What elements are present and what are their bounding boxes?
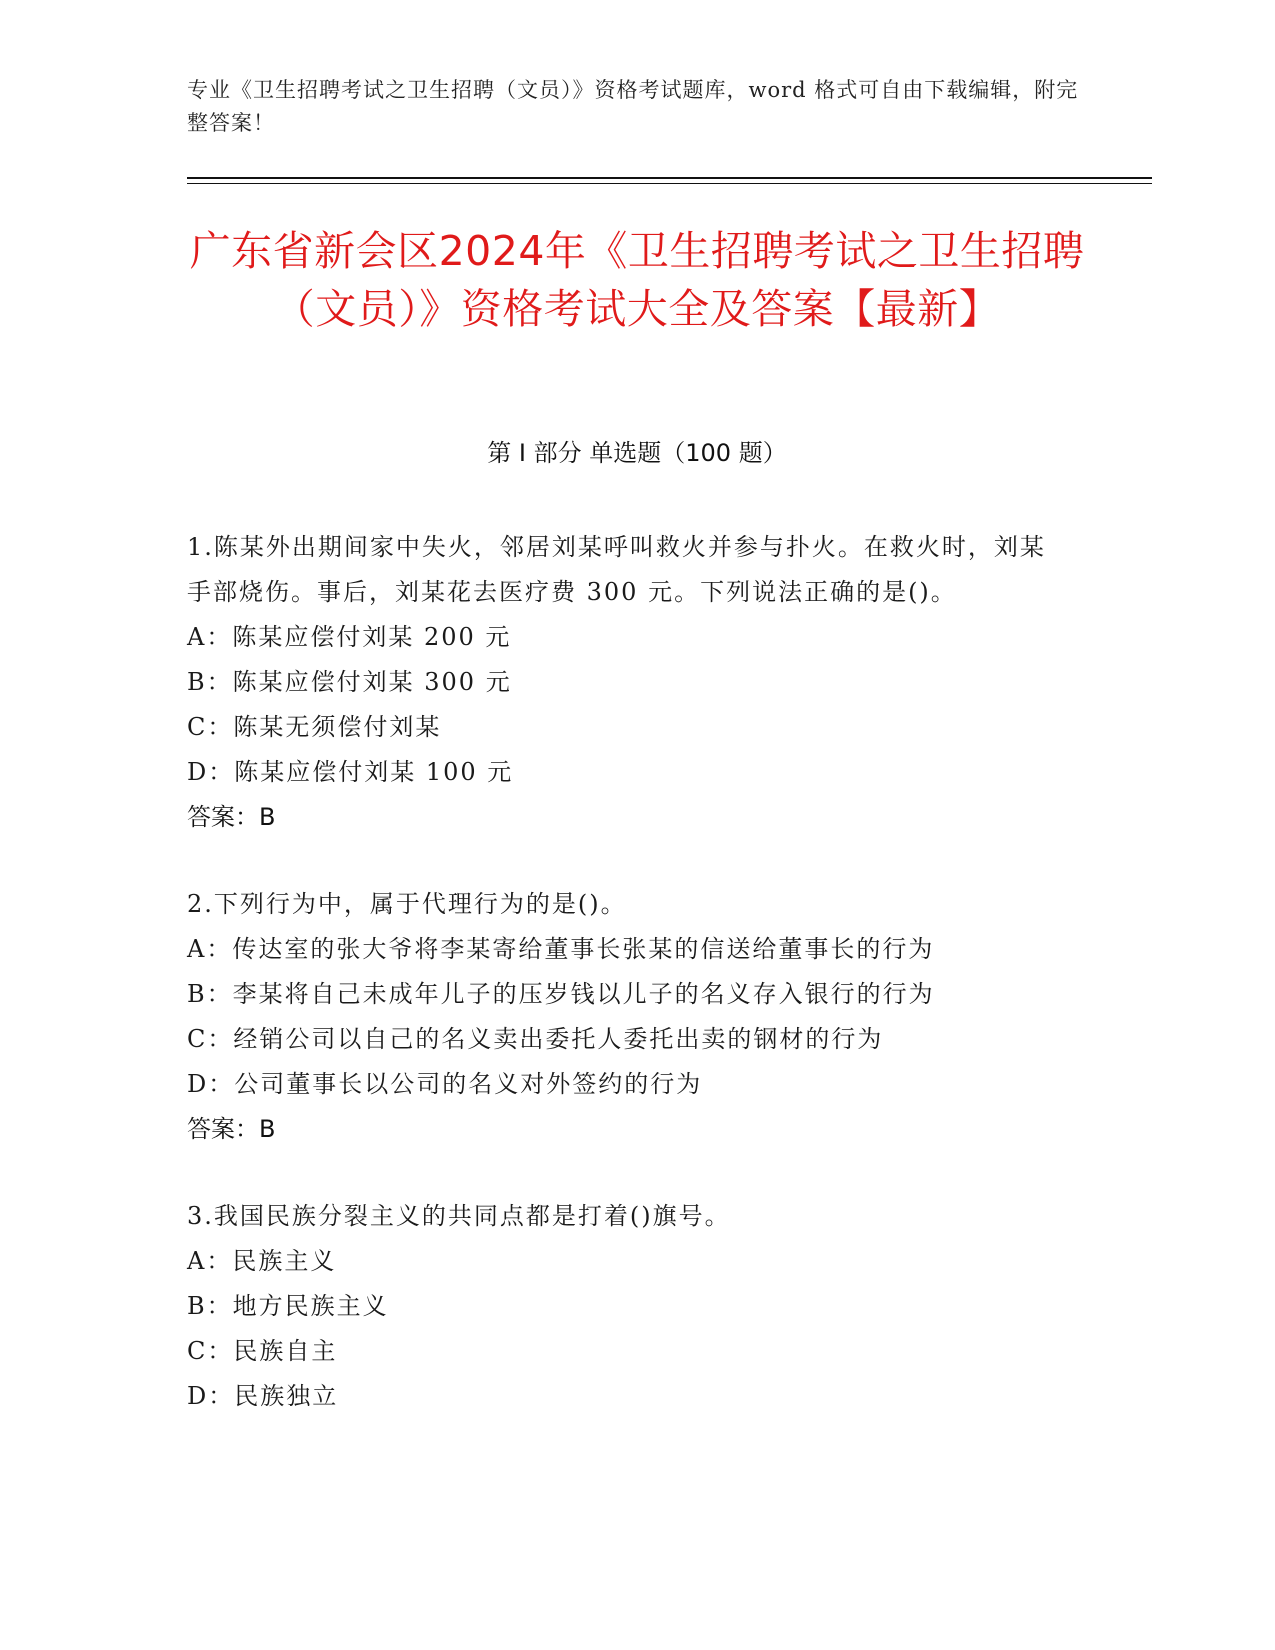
option-a: A：传达室的张大爷将李某寄给董事长张某的信送给董事长的行为 (187, 935, 935, 963)
question-3 (187, 1194, 1067, 1419)
question-1 (187, 525, 1067, 840)
option-b: B：李某将自己未成年儿子的压岁钱以儿子的名义存入银行的行为 (187, 980, 935, 1008)
document-title: 广东省新会区2024年《卫生招聘考试之卫生招聘（文员）》资格考试大全及答案【最新】 (189, 227, 1085, 333)
question-stem: 2.下列行为中，属于代理行为的是()。 (187, 890, 627, 918)
option-c: C：经销公司以自己的名义卖出委托人委托出卖的钢材的行为 (187, 1025, 884, 1053)
header-divider-thin (187, 183, 1152, 184)
option-d: D：民族独立 (187, 1382, 339, 1410)
option-c: C：陈某无须偿付刘某 (187, 713, 442, 741)
answer-line: 答案：B (187, 1115, 276, 1143)
option-b: B：地方民族主义 (187, 1292, 389, 1320)
option-a: A：民族主义 (187, 1247, 337, 1275)
question-list (187, 525, 1067, 1461)
option-b: B：陈某应偿付刘某 300 元 (187, 668, 512, 696)
answer-line: 答案：B (187, 803, 276, 831)
section-heading: 第 I 部分 单选题（100 题） (487, 439, 787, 467)
question-stem: 3.我国民族分裂主义的共同点都是打着()旗号。 (187, 1202, 731, 1230)
option-d: D：陈某应偿付刘某 100 元 (187, 758, 514, 786)
header-note: 专业《卫生招聘考试之卫生招聘（文员）》资格考试题库，word 格式可自由下载编辑，附完整答案！ (187, 78, 1079, 135)
option-c: C：民族自主 (187, 1337, 338, 1365)
option-a: A：陈某应偿付刘某 200 元 (187, 623, 512, 651)
question-2 (187, 882, 1067, 1152)
header-divider-thick (187, 177, 1152, 179)
option-d: D：公司董事长以公司的名义对外签约的行为 (187, 1070, 703, 1098)
question-stem: 1.陈某外出期间家中失火，邻居刘某呼叫救火并参与扑火。在救火时，刘某手部烧伤。事后，刘某花去医疗费 300 元。下列说法正确的是()。 (187, 533, 1046, 606)
